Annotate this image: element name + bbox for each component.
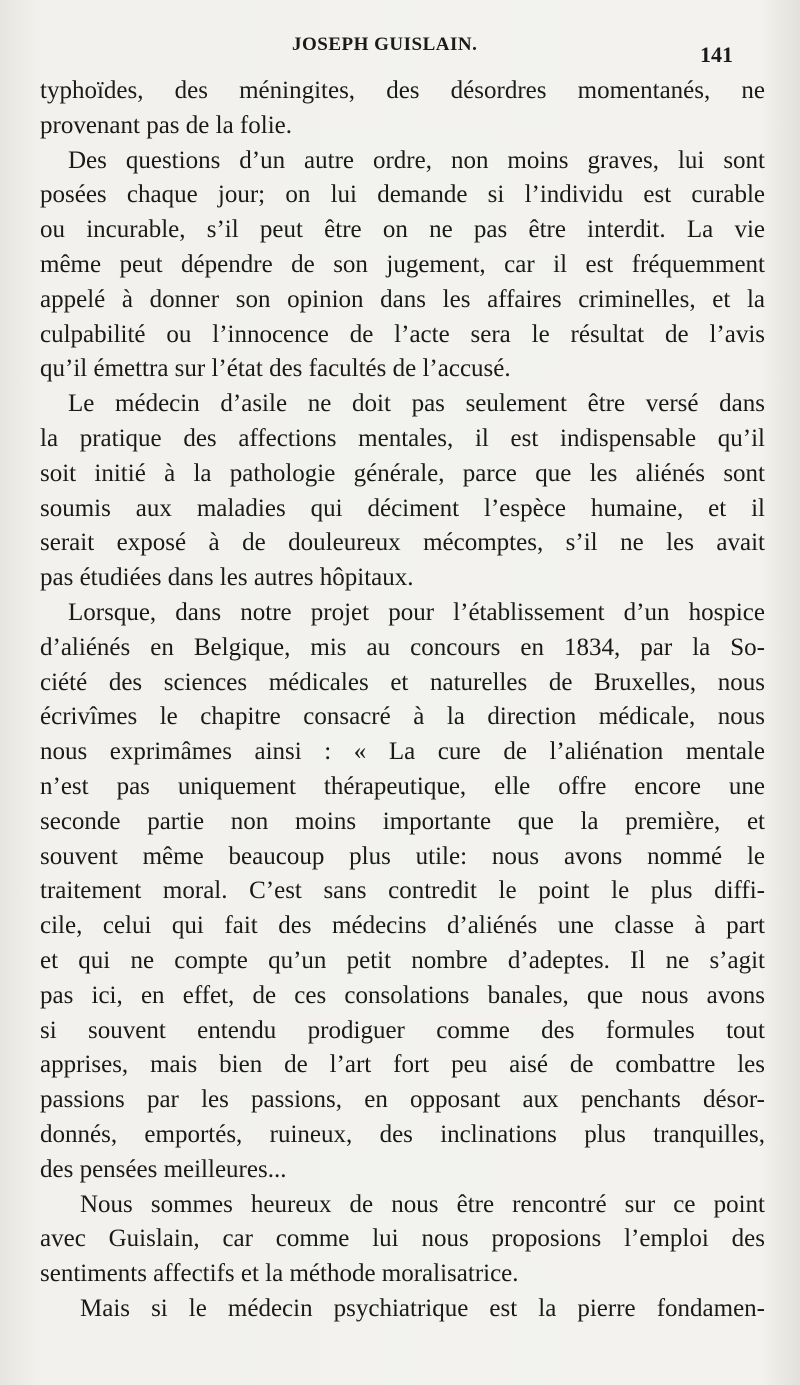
- running-title: JOSEPH GUISLAIN.: [292, 34, 478, 55]
- text-line: donnés, emportés, ruineux, des inclinations plus tranquilles,: [40, 1120, 765, 1148]
- text-line: écrivîmes le chapitre consacré à la direction médicale, nous: [40, 703, 765, 731]
- body-text: [40, 74, 765, 1327]
- paragraph-first-line: Mais si le médecin psychiatrique est la pierre fondamen-: [80, 1294, 765, 1322]
- text-line: la pratique des affections mentales, il est indispensable qu’il: [40, 424, 765, 452]
- text-line: passions par les passions, en opposant aux penchants désor-: [40, 1086, 765, 1114]
- text-line: soumis aux maladies qui déciment l’espèce humaine, et il: [40, 494, 765, 522]
- text-line: ciété des sciences médicales et naturelles de Bruxelles, nous: [40, 668, 765, 696]
- text-line: n’est pas uniquement thérapeutique, elle offre encore une: [40, 772, 765, 800]
- paragraph-first-line: Le médecin d’asile ne doit pas seulement être versé dans: [68, 390, 765, 418]
- paragraph-first-line: Lorsque, dans notre projet pour l’établissement d’un hospice: [68, 598, 765, 626]
- text-line: soit initié à la pathologie générale, parce que les aliénés sont: [40, 459, 765, 487]
- running-head: [0, 34, 800, 67]
- text-line: seconde partie non moins importante que la première, et: [40, 807, 765, 835]
- text-line: même peut dépendre de son jugement, car il est fréquemment: [40, 250, 765, 278]
- text-line: des pensées meilleures...: [40, 1155, 287, 1183]
- text-line: nous exprimâmes ainsi : « La cure de l’aliénation mentale: [40, 738, 765, 766]
- text-line: appelé à donner son opinion dans les affaires criminelles, et la: [40, 285, 765, 313]
- text-line: pas ici, en effet, de ces consolations banales, que nous avons: [40, 981, 765, 1009]
- text-line: traitement moral. C’est sans contredit le point le plus diffi-: [40, 877, 765, 905]
- text-line: typhoïdes, des méningites, des désordres momentanés, ne: [40, 77, 765, 104]
- text-line: et qui ne compte qu’un petit nombre d’adeptes. Il ne s’agit: [40, 946, 765, 974]
- text-line: qu’il émettra sur l’état des facultés de l’accusé.: [40, 355, 511, 383]
- text-line: sentiments affectifs et la méthode moralisatrice.: [40, 1260, 519, 1288]
- text-line: provenant pas de la folie.: [40, 111, 292, 139]
- text-line: cile, celui qui fait des médecins d’aliénés une classe à part: [40, 912, 765, 940]
- text-line: serait exposé à de douleureux mécomptes, s’il ne les avait: [40, 529, 765, 557]
- text-line: apprises, mais bien de l’art fort peu aisé de combattre les: [40, 1051, 765, 1079]
- text-line: culpabilité ou l’innocence de l’acte sera le résultat de l’avis: [40, 320, 765, 348]
- paragraph-first-line: Nous sommes heureux de nous être rencontré sur ce point: [80, 1190, 765, 1218]
- text-line: posées chaque jour; on lui demande si l’individu est curable: [40, 181, 765, 209]
- paragraph-first-line: Des questions d’un autre ordre, non moins graves, lui sont: [68, 146, 765, 174]
- text-line: d’aliénés en Belgique, mis au concours en 1834, par la So-: [40, 633, 765, 661]
- text-line: si souvent entendu prodiguer comme des formules tout: [40, 1016, 765, 1044]
- text-line: souvent même beaucoup plus utile: nous avons nommé le: [40, 842, 765, 870]
- text-line: pas étudiées dans les autres hôpitaux.: [40, 564, 414, 592]
- page-number: 141: [700, 42, 733, 67]
- text-line: ou incurable, s’il peut être on ne pas être interdit. La vie: [40, 216, 765, 244]
- text-line: avec Guislain, car comme lui nous proposions l’emploi des: [40, 1225, 765, 1253]
